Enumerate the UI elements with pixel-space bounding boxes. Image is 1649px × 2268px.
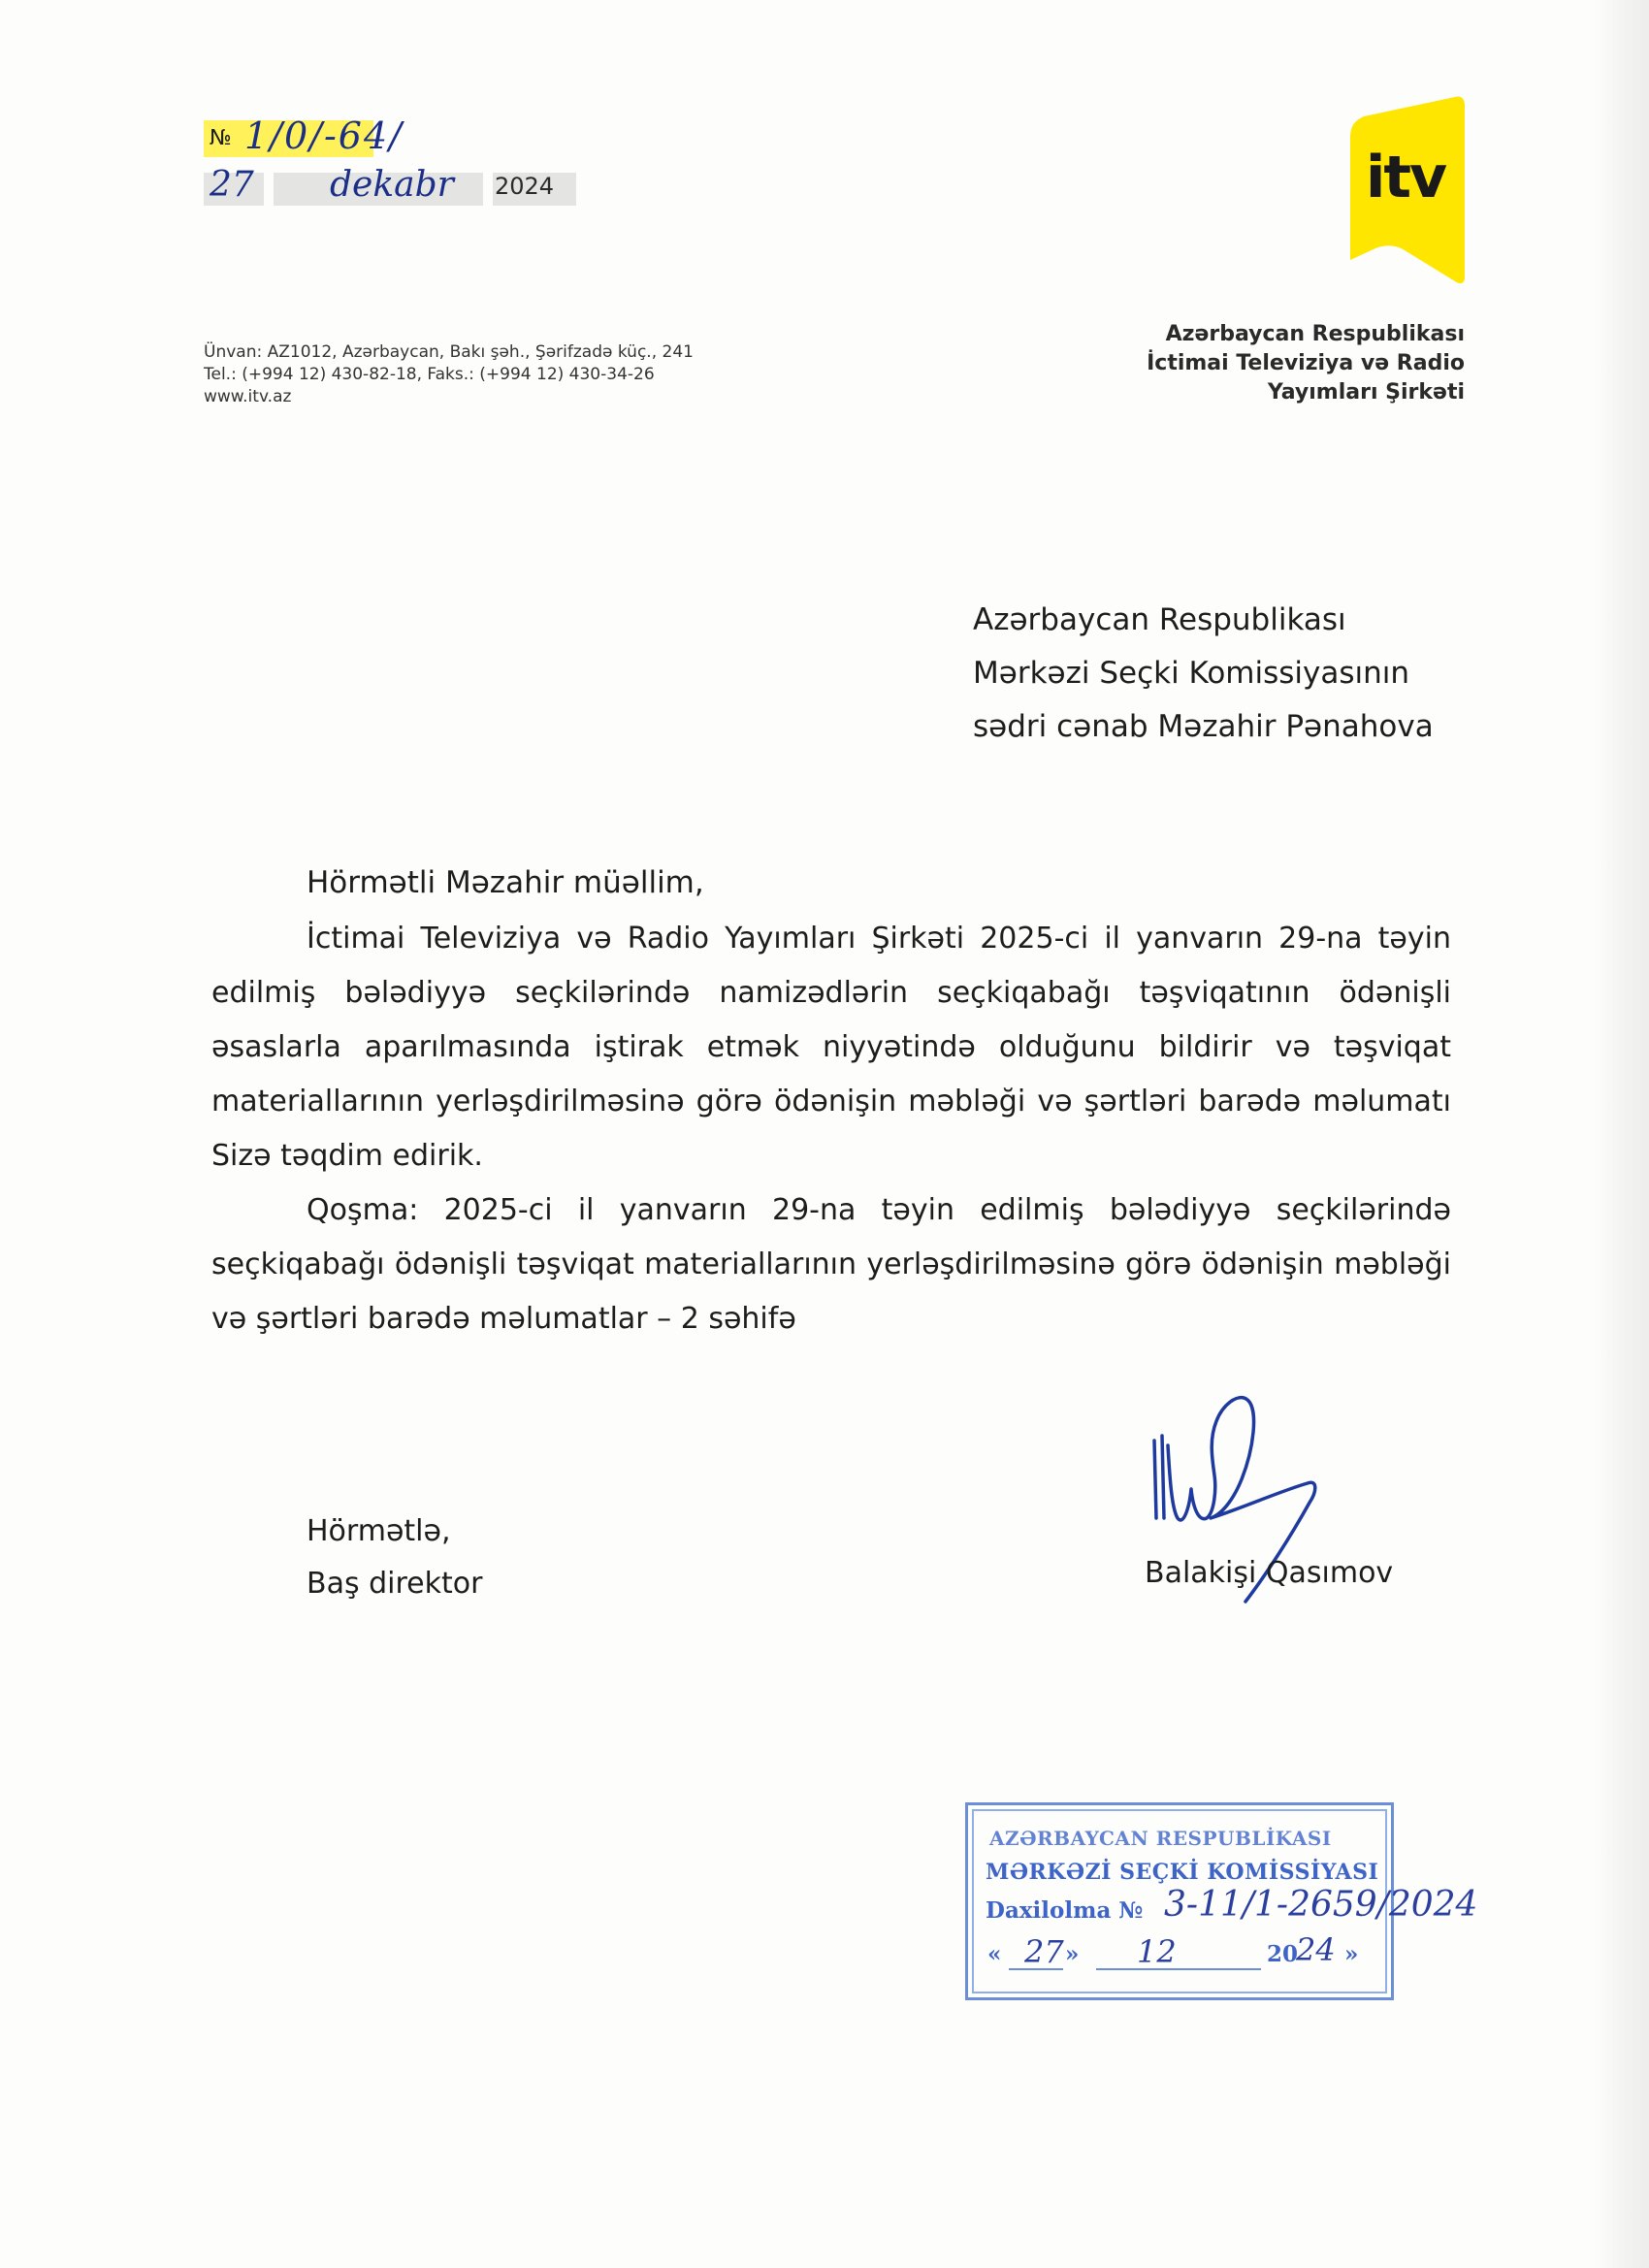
stamp-registration-label: Daxilolma № (986, 1897, 1144, 1924)
signer-position: Baş direktor (307, 1567, 483, 1601)
salutation: Hörmətli Məzahir müəllim, (307, 865, 704, 900)
stamp-registration-number-handwritten: 3-11/1-2659/2024 (1164, 1885, 1478, 1925)
address-line: Ünvan: AZ1012, Azərbaycan, Bakı şəh., Şərifzadə küç., 241 (204, 342, 694, 362)
registration-date (204, 163, 582, 210)
organization-line: İctimai Televiziya və Radio (1147, 351, 1465, 375)
registration-number-handwritten: 1/0/-64/ (244, 114, 404, 157)
letter-body (211, 912, 1451, 1346)
addressee-line: Mərkəzi Seçki Komissiyasının (973, 656, 1410, 691)
stamp-month-underline (1096, 1968, 1261, 1970)
contact-info (204, 341, 694, 408)
date-day-handwritten: 27 (210, 165, 254, 205)
attachment-paragraph: Qoşma: 2025-ci il yanvarın 29-na təyin edilmiş bələdiyyə seçkilərində seçkiqabağı ödənişli təşviqat materiallarının yerləşdirilməsinə görə ödənişin məbləği və şərtləri barədə məlumatlar – 2 səhifə (211, 1193, 1451, 1336)
date-month-handwritten: dekabr (330, 165, 454, 205)
stamp-line: AZƏRBAYCAN RESPUBLİKASI (989, 1827, 1332, 1850)
date-year: 2024 (495, 173, 555, 200)
registration-number (204, 114, 403, 161)
organization-name (1147, 320, 1465, 407)
organization-line: Yayımları Şirkəti (1267, 380, 1465, 405)
website-line: www.itv.az (204, 387, 292, 406)
stamp-quote: « (987, 1941, 1002, 1967)
stamp-line: MƏRKƏZİ SEÇKİ KOMİSSİYASI (986, 1860, 1379, 1885)
addressee-line: Azərbaycan Respublikası (973, 602, 1346, 637)
organization-line: Azərbaycan Respublikası (1165, 322, 1465, 346)
phone-fax-line: Tel.: (+994 12) 430-82-18, Faks.: (+994 12) 430-34-26 (204, 365, 655, 384)
stamp-day-underline (1009, 1968, 1063, 1970)
number-sign: № (210, 126, 232, 150)
addressee-block (973, 594, 1434, 754)
signer-name: Balakişi Qasımov (1145, 1556, 1394, 1590)
stamp-quote: » (1344, 1941, 1359, 1967)
addressee-line: sədri cənab Məzahir Pənahova (973, 709, 1434, 744)
stamp-year-prefix: 20 (1267, 1941, 1299, 1967)
registration-stamp (965, 1802, 1478, 2000)
closing-block (307, 1506, 482, 1610)
logo-text: itv (1365, 144, 1446, 211)
stamp-year-handwritten: 24 (1296, 1931, 1336, 1968)
scan-edge-shadow (1595, 0, 1649, 2268)
closing-regards: Hörmətlə, (307, 1514, 451, 1548)
stamp-quote: » (1065, 1941, 1080, 1967)
stamp-month-handwritten: 12 (1137, 1933, 1177, 1970)
itv-logo (1346, 95, 1465, 285)
body-paragraph: İctimai Televiziya və Radio Yayımları Şirkəti 2025-ci il yanvarın 29-na təyin edilmiş bələdiyyə seçkilərində namizədlərin seçkiqabağı təşviqatının ödənişli əsaslarla aparılmasında iştirak etmək niyyətində olduğunu bildirir və təşviqat materiallarının yerləşdirilməsinə görə ödənişin məbləği və şərtləri barədə məlumatı Sizə təqdim edirik. (211, 922, 1451, 1173)
stamp-day-handwritten: 27 (1024, 1933, 1064, 1970)
